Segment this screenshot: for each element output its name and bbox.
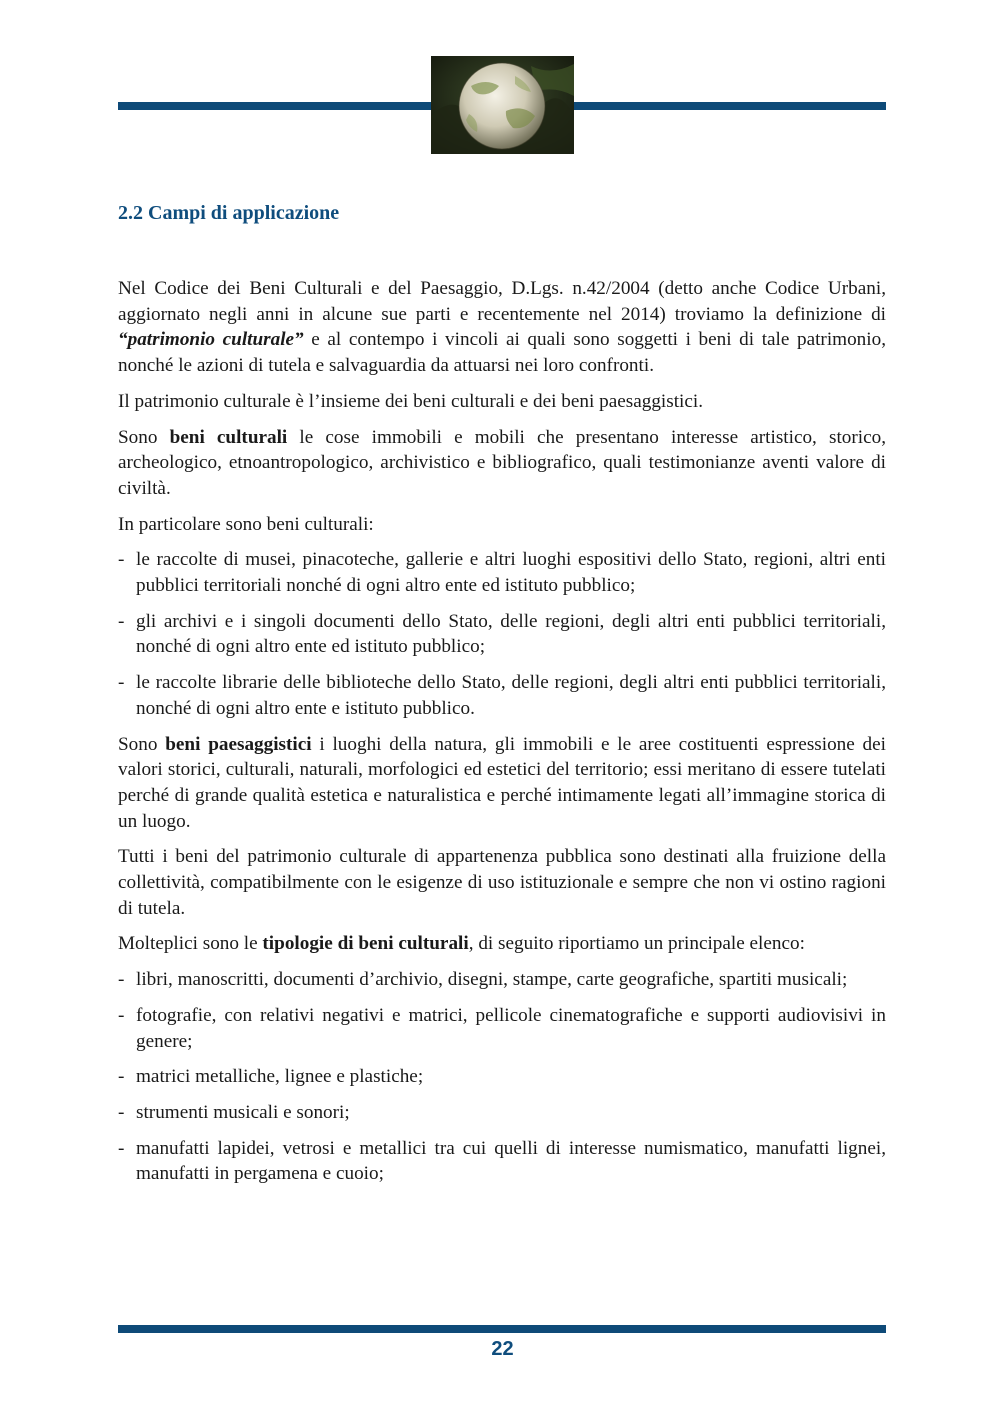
list-item: - fotografie, con relativi negativi e matrici, pellicole cinematografiche e supporti audiovisivi in genere; (118, 1003, 886, 1054)
section-title: 2.2 Campi di applicazione (118, 202, 340, 224)
list-tipologie (118, 967, 886, 1187)
document-body (118, 276, 886, 1197)
globe-sculpture-photo-icon (431, 56, 574, 154)
list-item: - le raccolte librarie delle biblioteche dello Stato, delle regioni, degli altri enti pubblici territoriali, nonché di ogni altro ente e istituto pubblico. (118, 670, 886, 721)
footer-rule (118, 1325, 886, 1333)
paragraph-definition: Il patrimonio culturale è l’insieme dei beni culturali e dei beni paesaggistici. (118, 390, 704, 412)
paragraph-beni-paesaggistici: Sono beni paesaggistici i luoghi della natura, gli immobili e le aree costituenti espressione dei valori storici, culturali, naturali, morfologici ed estetici del territorio; essi meritano di essere tutelati perché di grande qualità estetica e naturalistica e perché intimamente legati all’immagine storica di un luogo. (118, 733, 887, 832)
paragraph-beni-culturali: Sono beni culturali le cose immobili e mobili che presentano interesse artistico, storico, archeologico, etnoantropologico, archivistico e bibliografico, quali testimonianze aventi valore di civiltà. (118, 426, 887, 499)
page-number: 22 (491, 1338, 514, 1360)
list-item: - gli archivi e i singoli documenti dello Stato, delle regioni, degli altri enti pubblici territoriali, nonché di ogni altro ente ed istituto pubblico; (118, 609, 886, 660)
list-item: - libri, manoscritti, documenti d’archivio, disegni, stampe, carte geografiche, spartiti musicali; (118, 967, 886, 993)
list-item: - strumenti musicali e sonori; (118, 1100, 886, 1126)
list-item: - le raccolte di musei, pinacoteche, gallerie e altri luoghi espositivi dello Stato, regioni, altri enti pubblici territoriali nonché di ogni altro ente ed istituto pubblico; (118, 547, 886, 598)
paragraph-intro: Nel Codice dei Beni Culturali e del Paesaggio, D.Lgs. n.42/2004 (detto anche Codice Urbani, aggiornato negli anni in alcune sue parti e recentemente nel 2014) troviamo la definizione di “patrimonio culturale” e al contempo i vincoli ai quali sono soggetti i beni di tale patrimonio, nonché le azioni di tutela e salvaguardia da attuarsi nei loro confronti. (118, 278, 886, 377)
paragraph-fruizione: Tutti i beni del patrimonio culturale di appartenenza pubblica sono destinati alla fruizione della collettività, compatibilmente con le esigenze di uso istituzionale e sempre che non vi ostino ragioni di tutela. (118, 846, 886, 919)
list-beni-culturali (118, 547, 886, 721)
list-item: - matrici metalliche, lignee e plastiche; (118, 1064, 886, 1090)
paragraph-lead-in: In particolare sono beni culturali: (118, 513, 374, 535)
paragraph-tipologie: Molteplici sono le tipologie di beni culturali, di seguito riportiamo un principale elenco: (118, 933, 805, 955)
list-item: - manufatti lapidei, vetrosi e metallici tra cui quelli di interesse numismatico, manufatti lignei, manufatti in pergamena e cuoio; (118, 1136, 886, 1187)
